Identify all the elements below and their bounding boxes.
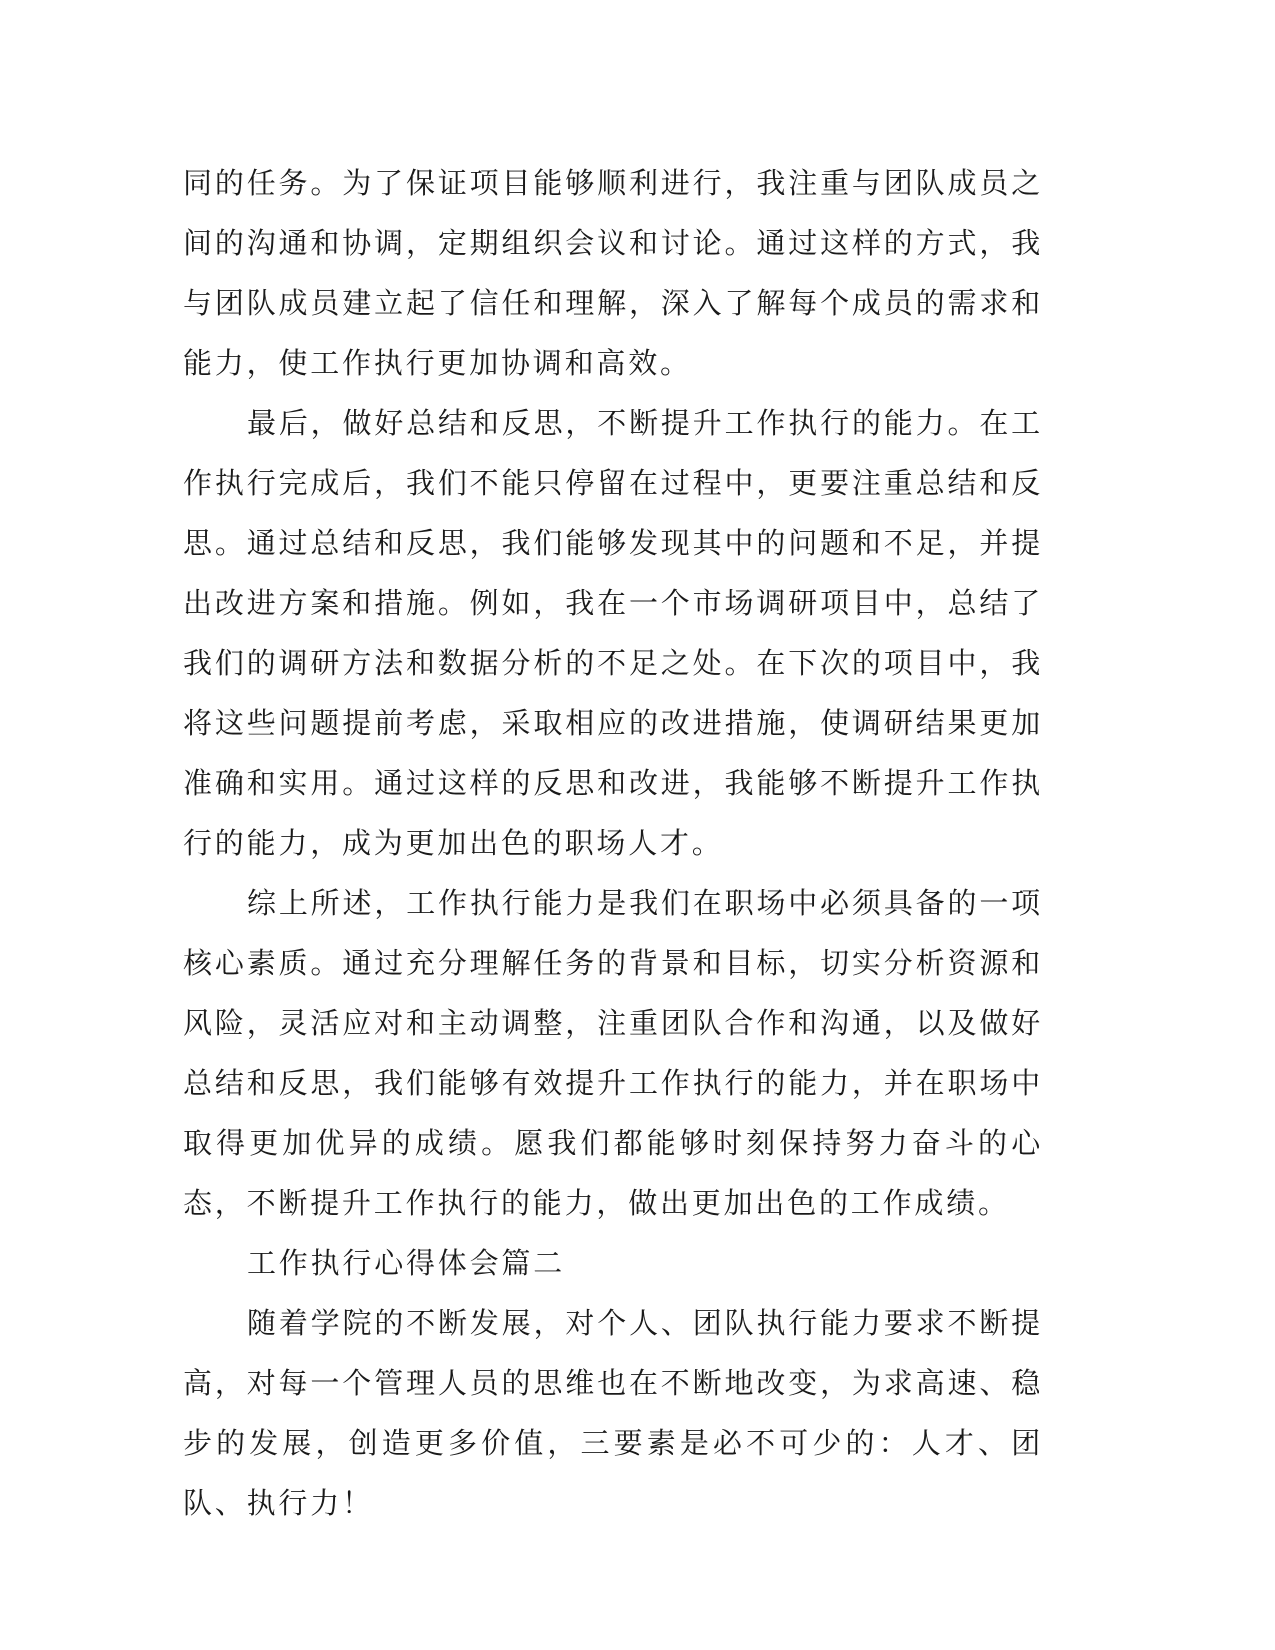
paragraph-conclusion: 综上所述，工作执行能力是我们在职场中必须具备的一项核心素质。通过充分理解任务的背景和目标，切实分析资源和风险，灵活应对和主动调整，注重团队合作和沟通，以及做好总结和反思，我们能够有效提升工作执行的能力，并在职场中取得更加优异的成绩。愿我们都能够时刻保持努力奋斗的心态，不断提升工作执行的能力，做出更加出色的工作成绩。 [183, 886, 1043, 1220]
paragraph-section-two-intro: 随着学院的不断发展，对个人、团队执行能力要求不断提高，对每一个管理人员的思维也在不断地改变，为求高速、稳步的发展，创造更多价值，三要素是必不可少的：人才、团队、执行力！ [183, 1306, 1043, 1520]
document-body [183, 153, 1043, 1533]
section-heading: 工作执行心得体会篇二 [247, 1246, 566, 1280]
paragraph-continuation: 同的任务。为了保证项目能够顺利进行，我注重与团队成员之间的沟通和协调，定期组织会议和讨论。通过这样的方式，我与团队成员建立起了信任和理解，深入了解每个成员的需求和能力，使工作执行更加协调和高效。 [183, 166, 1043, 380]
paragraph-finally-summary: 最后，做好总结和反思，不断提升工作执行的能力。在工作执行完成后，我们不能只停留在过程中，更要注重总结和反思。通过总结和反思，我们能够发现其中的问题和不足，并提出改进方案和措施。例如，我在一个市场调研项目中，总结了我们的调研方法和数据分析的不足之处。在下次的项目中，我将这些问题提前考虑，采取相应的改进措施，使调研结果更加准确和实用。通过这样的反思和改进，我能够不断提升工作执行的能力，成为更加出色的职场人才。 [183, 406, 1043, 860]
